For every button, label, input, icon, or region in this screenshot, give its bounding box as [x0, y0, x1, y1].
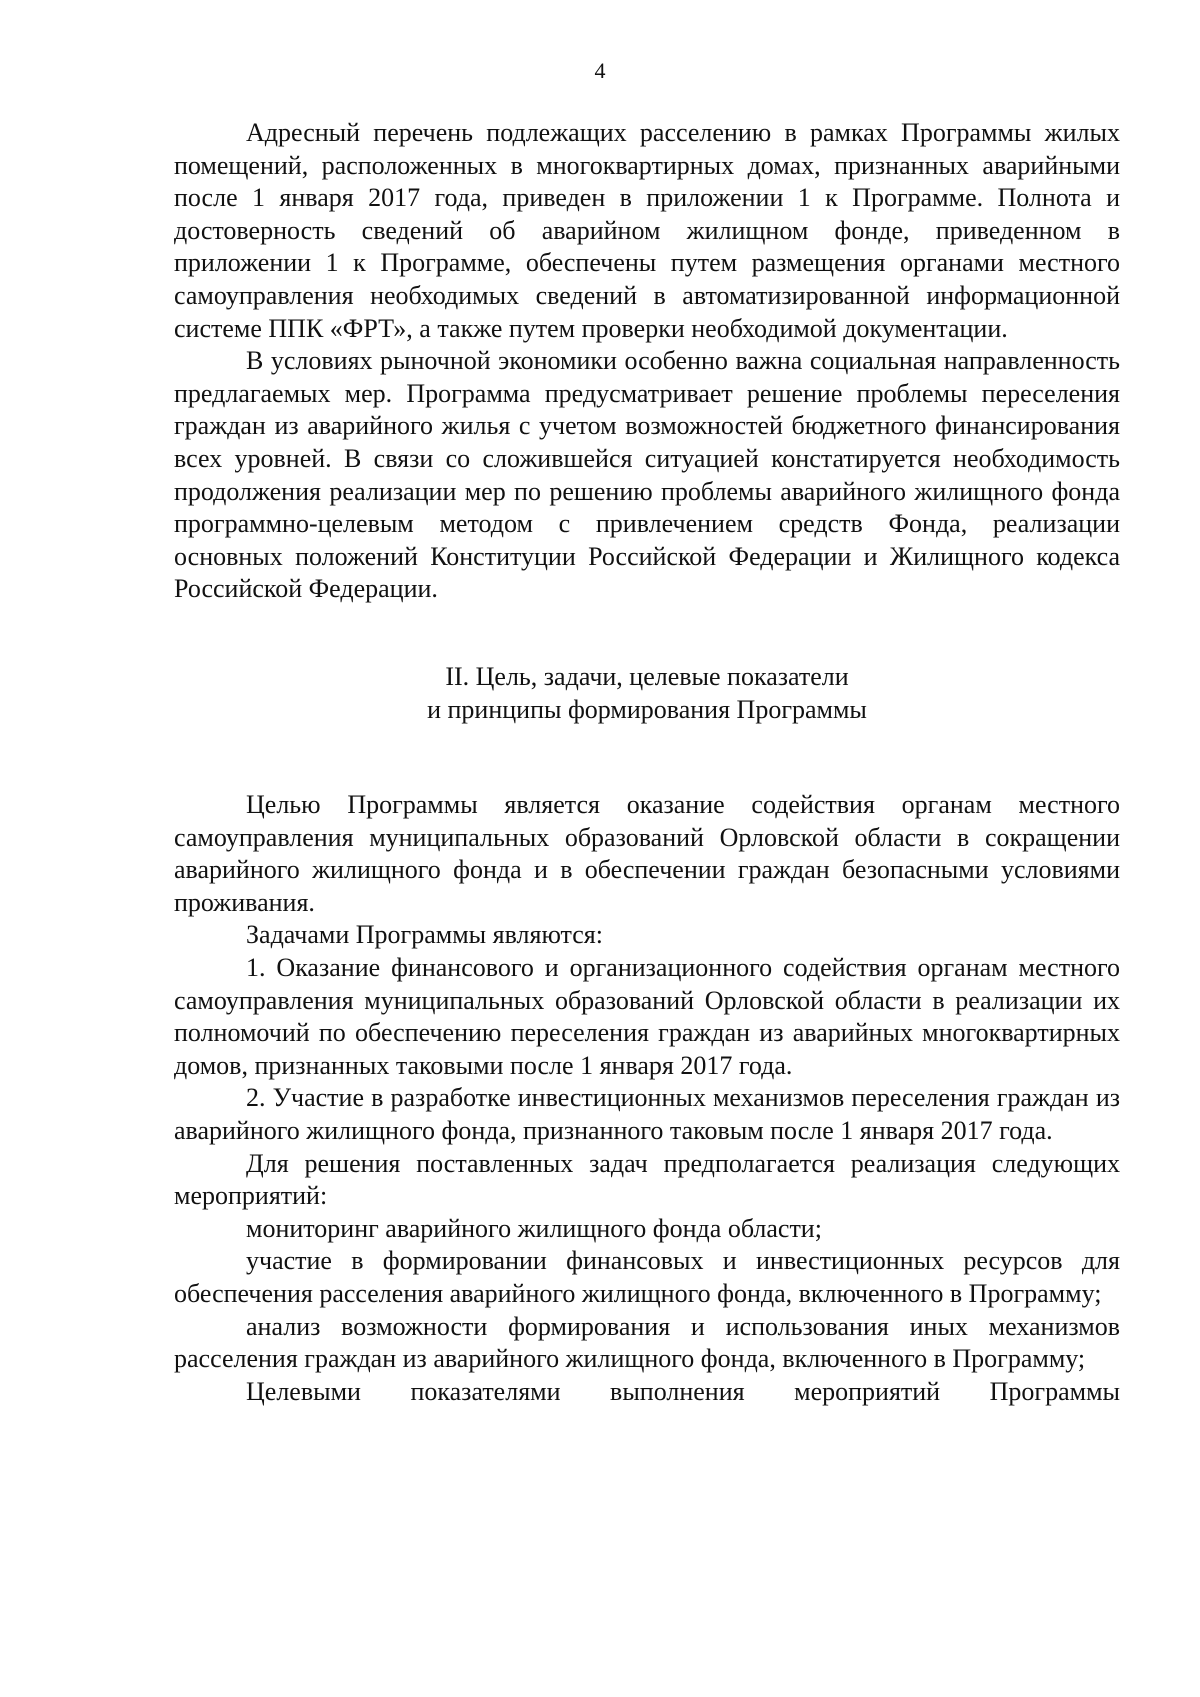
paragraph-measures-intro: Для решения поставленных задач предполагается реализация следующих мероприятий:: [174, 1148, 1120, 1211]
page-body: [174, 117, 1120, 1408]
section-heading-line-2: и принципы формирования Программы: [427, 694, 867, 724]
section-heading: [174, 661, 1120, 726]
paragraph-measure-resources: участие в формировании финансовых и инвестиционных ресурсов для обеспечения расселения аварийного жилищного фонда, включенного в Программу;: [174, 1246, 1120, 1308]
paragraph-tasks-intro: Задачами Программы являются:: [246, 920, 603, 950]
section-heading-line-1: II. Цель, задачи, целевые показатели: [445, 661, 849, 691]
paragraph-measure-analysis: анализ возможности формирования и использования иных механизмов расселения граждан из аварийного жилищного фонда, включенного в Программу;: [174, 1311, 1120, 1374]
paragraph-market-conditions: В условиях рыночной экономики особенно важна социальная направленность предлагаемых мер. Программа предусматривает решение проблемы переселения граждан из аварийного жилья с учетом возможностей бюджетного финансирования всех уровней. В связи со сложившейся ситуацией констатируется необходимость продолжения реализации мер по решению проблемы аварийного жилищного фонда программно-целевым методом с привлечением средств Фонда, реализации основных положений Конституции Российской Федерации и Жилищного кодекса Российской Федерации.: [174, 346, 1120, 604]
page-number: 4: [594, 58, 606, 83]
paragraph-measure-monitoring: мониторинг аварийного жилищного фонда области;: [246, 1213, 822, 1243]
paragraph-task-1: 1. Оказание финансового и организационного содействия органам местного самоуправления муниципальных образований Орловской области в реализации их полномочий по обеспечению переселения граждан из аварийных многоквартирных домов, признанных таковыми после 1 января 2017 года.: [174, 953, 1120, 1080]
paragraph-task-2: 2. Участие в разработке инвестиционных механизмов переселения граждан из аварийного жилищного фонда, признанного таковым после 1 января 2017 года.: [174, 1083, 1120, 1146]
paragraph-address-list: Адресный перечень подлежащих расселению в рамках Программы жилых помещений, расположенных в многоквартирных домах, признанных аварийными после 1 января 2017 года, приведен в приложении 1 к Программе. Полнота и достоверность сведений об аварийном жилищном фонде, приведенном в приложении 1 к Программе, обеспечены путем размещения органами местного самоуправления необходимых сведений в автоматизированной информационной системе ППК «ФРТ», а также путем проверки необходимой документации.: [174, 118, 1120, 343]
paragraph-program-goal: Целью Программы является оказание содействия органам местного самоуправления муниципальных образований Орловской области в сокращении аварийного жилищного фонда и в обеспечении граждан безопасными условиями проживания.: [174, 790, 1120, 917]
paragraph-target-indicators: Целевыми показателями выполнения мероприятий Программы: [246, 1376, 1120, 1406]
